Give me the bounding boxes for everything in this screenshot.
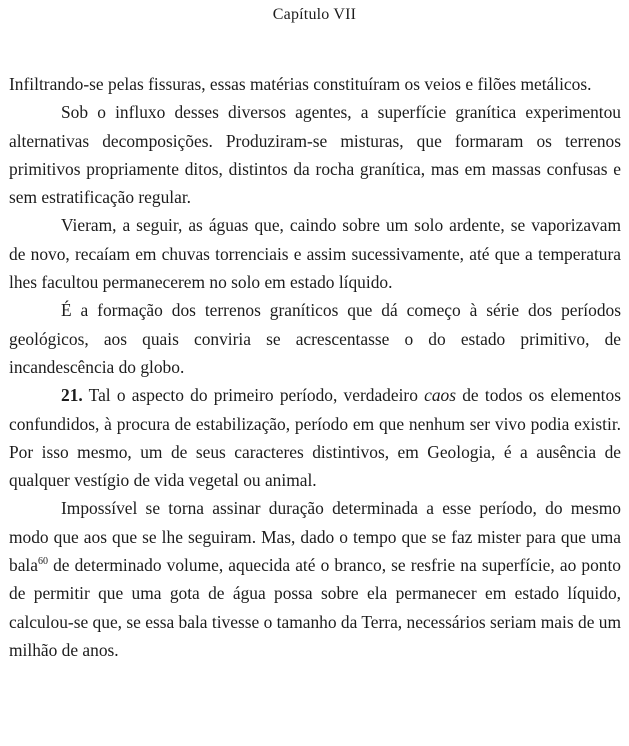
paragraph-6 (9, 494, 621, 664)
paragraph-1: Infiltrando-se pelas fissuras, essas matérias constituíram os veios e filões metálicos. (9, 74, 592, 94)
paragraph-6-text-b: de determinado volume, aquecida até o branco, se resfrie na superfície, ao ponto de permitir que uma gota de água possa sobre ela permanecer em estado líquido, calculou-se que, se essa bala tivesse o tamanho da Terra, necessários seriam mais de um milhão de anos. (9, 555, 621, 660)
paragraph-5-text-b: de todos os elementos confundidos, à procura de estabilização, período em que nenhum ser vivo podia existir. Por isso mesmo, um de seus caracteres distintivos, em Geologia, é a ausência de qualquer vestígio de vida vegetal ou animal. (9, 385, 621, 491)
italic-term: caos (424, 385, 457, 406)
paragraph-4: É a formação dos terrenos graníticos que dá começo à série dos períodos geológicos, aos quais conviria se acrescentasse o do estado primitivo, de incandescência do globo. (9, 300, 621, 377)
paragraph-5-text-a: Tal o aspecto do primeiro período, verdadeiro (82, 385, 425, 406)
footnote-reference[interactable]: 60 (37, 556, 48, 568)
section-number: 21. (61, 385, 83, 406)
paragraph-5 (9, 381, 621, 494)
running-head: Capítulo VII (272, 6, 357, 23)
paragraph-3: Vieram, a seguir, as águas que, caindo sobre um solo ardente, se vaporizavam de novo, recaíam em chuvas torrenciais e assim sucessivamente, até que a temperatura lhes facultou permanecerem no solo em estado líquido. (9, 215, 621, 293)
paragraph-2: Sob o influxo desses diversos agentes, a superfície granítica experimentou alternativas decomposições. Produziram-se misturas, que formaram os terrenos primitivos propriamente ditos, distintos da rocha granítica, mas em massas confusas e sem estratificação regular. (9, 102, 621, 208)
body-text (9, 70, 621, 664)
paragraph-6-text-a: Impossível se torna assinar duração determinada a esse período, do mesmo modo que aos que se lhe seguiram. Mas, dado o tempo que se faz mister para que uma bala (9, 498, 621, 576)
